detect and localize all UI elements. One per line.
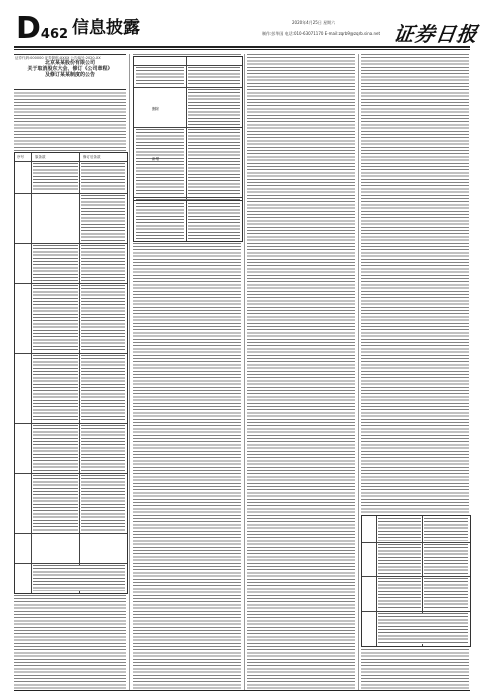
amendment-table <box>14 152 128 594</box>
table-header-cell: 序号 <box>17 155 24 159</box>
section-title: 信息披露 <box>72 18 140 38</box>
page-header <box>0 0 484 46</box>
footer-rule <box>14 690 470 691</box>
column-divider <box>244 54 245 690</box>
column-divider <box>129 54 130 690</box>
security-code-line: 证券代码:000000 证券简称:XXXX 公告编号:2020-XX <box>15 56 101 60</box>
column-divider <box>358 54 359 690</box>
article-title-line-1: 北京某某股份有限公司 <box>44 60 95 66</box>
article-title-line-2: 关于取消股东大会、修订《公司章程》 <box>27 66 113 72</box>
editor-line: 制作:彭华国 电话:010-63071170 E-mail:zqrb9@zqrb.sina.net <box>262 31 381 36</box>
header-rule-thin <box>14 49 470 50</box>
amendment-table-row <box>133 200 243 242</box>
table-cell: 删除 <box>152 107 159 111</box>
header-rule <box>14 46 470 48</box>
date-line: 2020年4月25日 星期六 <box>292 20 336 25</box>
table-header-cell: 修订后条款 <box>83 155 101 159</box>
masthead-logo: 证券日报 <box>392 22 480 46</box>
column-3 <box>247 54 355 690</box>
article-title-line-3: 及修订某某制度的公告 <box>44 72 95 78</box>
table-cell: 新增 <box>152 157 159 161</box>
page-number: D462 <box>16 11 69 46</box>
amendment-table-end <box>361 515 471 647</box>
table-header-cell: 原条款 <box>35 155 46 159</box>
article-heading <box>14 54 126 90</box>
